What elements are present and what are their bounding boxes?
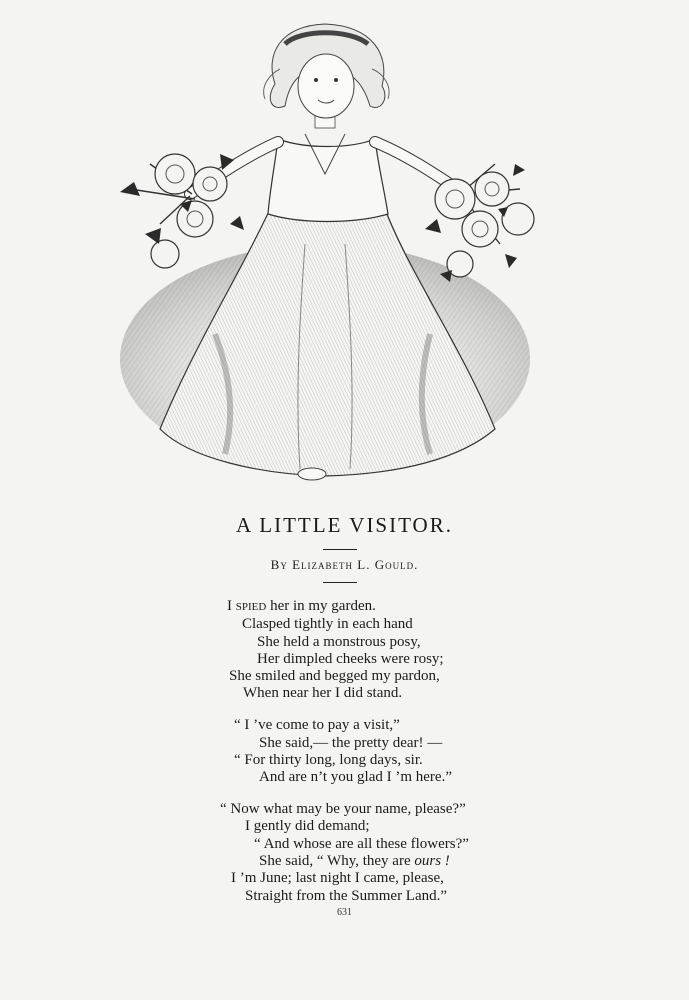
poem-line: Her dimpled cheeks were rosy; xyxy=(257,651,444,667)
poem-line: She smiled and begged my pardon, xyxy=(229,668,440,684)
poem-line: “ I ’ve come to pay a visit,” xyxy=(234,717,400,733)
poem-line: Straight from the Summer Land.” xyxy=(245,888,448,904)
byline-author: Elizabeth L. Gould. xyxy=(292,557,419,572)
byline-divider xyxy=(323,582,357,583)
poem-line: She said, “ Why, they are ours ! xyxy=(259,853,450,869)
byline xyxy=(0,557,689,573)
poem-line: I spied her in my garden. xyxy=(227,598,376,614)
poem-line: She held a monstrous posy, xyxy=(257,634,421,650)
poem-title: A LITTLE VISITOR. xyxy=(236,513,453,537)
poem-line: I gently did demand; xyxy=(245,818,370,834)
title-divider xyxy=(323,549,357,550)
poem-line: And are n’t you glad I ’m here.” xyxy=(259,769,452,785)
byline-prefix: By xyxy=(270,557,288,572)
page-number: 631 xyxy=(337,907,352,918)
poem-line: When near her I did stand. xyxy=(243,685,403,701)
poem-line: I ’m June; last night I came, please, xyxy=(231,870,444,886)
poem-line: “ Now what may be your name, please?” xyxy=(220,801,466,817)
poem-line: “ For thirty long, long days, sir. xyxy=(234,752,423,768)
poem-line: Clasped tightly in each hand xyxy=(242,616,413,632)
poem-line: “ And whose are all these flowers?” xyxy=(254,836,469,852)
girl-with-roses-illustration xyxy=(100,14,550,494)
poem-line: She said,— the pretty dear! — xyxy=(259,735,443,751)
